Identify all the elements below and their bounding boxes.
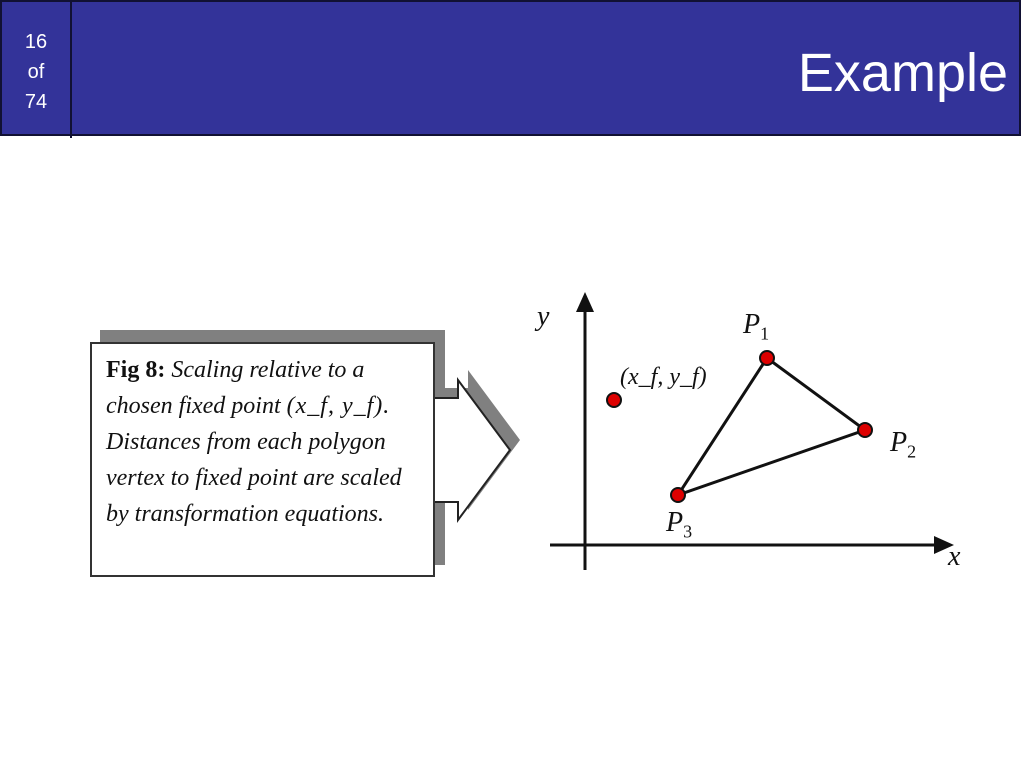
vertex-p1 <box>760 351 774 365</box>
x-axis-label: x <box>948 541 961 572</box>
figure-8 <box>88 290 988 590</box>
vertex-p3 <box>671 488 685 502</box>
y-axis-arrowhead <box>576 292 594 312</box>
fixed-point <box>607 393 621 407</box>
fixed-point-label: (x_f, y_f) <box>620 364 707 390</box>
label-p3-sub: 3 <box>683 521 693 542</box>
caption-label: Fig 8: <box>106 357 166 383</box>
label-p3-name: P <box>666 507 684 538</box>
y-axis-label: y <box>537 301 550 332</box>
label-p1-sub: 1 <box>760 323 770 344</box>
slide-total: 74 <box>24 91 48 113</box>
label-p2-sub: 2 <box>907 441 917 462</box>
label-p3 <box>666 508 692 547</box>
label-p2-name: P <box>890 427 908 458</box>
slide-title: Example <box>797 43 1008 103</box>
caption-text-2: . Distances from each polygon vertex to fixed point are scaled by transformation equations. <box>106 393 402 527</box>
label-p2 <box>890 428 916 467</box>
slide-header <box>0 0 1021 136</box>
slide-counter <box>2 2 72 138</box>
caption-math: (x_f, y_f) <box>286 393 384 419</box>
arrow-shape <box>428 380 510 520</box>
slide-number: 16 <box>24 31 48 53</box>
label-p1-name: P <box>743 309 761 340</box>
slide-of-label: of <box>27 61 45 83</box>
caption-text-1: Scaling relative to a chosen fixed point <box>106 357 365 419</box>
label-p1 <box>743 310 769 349</box>
caption-box <box>90 342 435 577</box>
vertex-p2 <box>858 423 872 437</box>
